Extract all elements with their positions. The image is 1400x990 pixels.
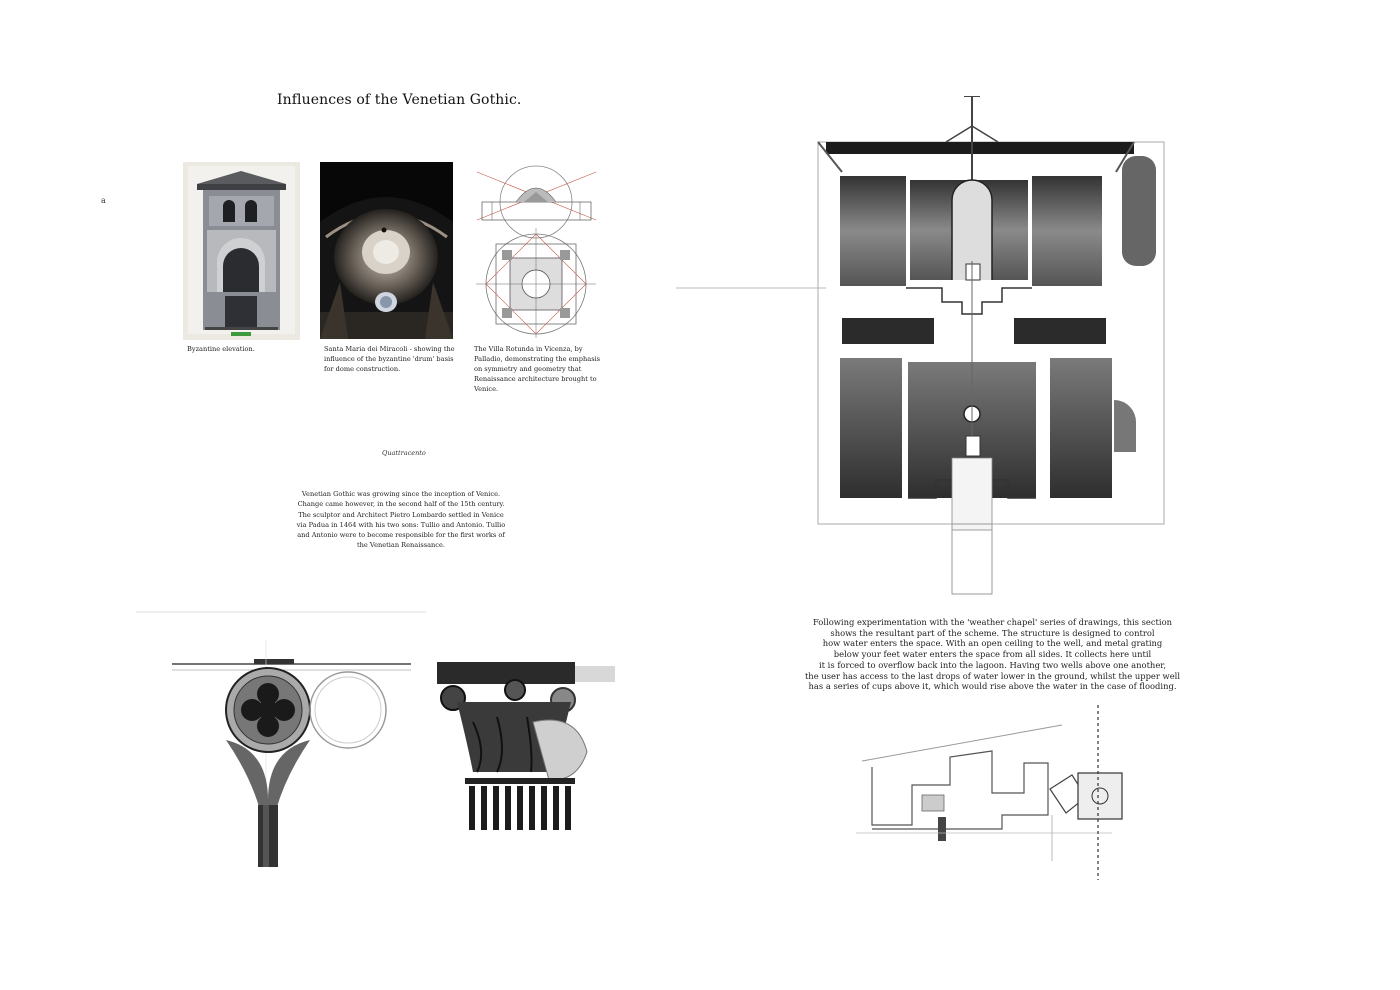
figure-caption-byzantine: Byzantine elevation. <box>187 345 255 353</box>
description-line: how water enters the space. With an open ceiling to the well, and metal grating <box>822 638 1163 649</box>
figure-caption-santa-maria: Santa Maria dei Miracoli - showing the influence of the byzantine 'drum' basis for dome construction. <box>324 345 455 373</box>
page-marker: a <box>101 196 106 205</box>
figure-caption-villa-rotunda: The Villa Rotunda in Vicenza, by Palladio, demonstrating the emphasis on symmetry and geometry that Renaissance architecture brought to Venice. <box>474 345 601 393</box>
description-line: it is forced to overflow back into the lagoon. Having two wells above one another, <box>818 659 1167 670</box>
description-line: has a series of cups above it, which would rise above the water in the case of flooding. <box>808 681 1177 692</box>
description-line: the user has access to the last drops of water lower in the ground, whilst the upper well <box>804 670 1181 681</box>
corinthian-capital-drawing <box>437 662 637 834</box>
section-body: Venetian Gothic was growing since the inception of Venice. Change came however, in the second half of the 15th century. The sculptor and Architect Pietro Lombardo settled in Venice via Padua in 1464 with his two sons: Tullio and Antonio. Tullio and Antonio were to become responsible for the first works of the Venetian Renaissance. <box>296 490 506 550</box>
description-line: Following experimentation with the 'weather chapel' series of drawings, this section <box>812 617 1173 627</box>
section-description <box>795 617 1190 692</box>
section-heading: Quattracento <box>382 449 426 457</box>
page-title: Influences of the Venetian Gothic. <box>277 92 522 108</box>
weather-chapel-section-drawing <box>676 96 1168 596</box>
quatrefoil-arch-drawing <box>136 600 426 872</box>
byzantine-elevation-image <box>183 162 300 340</box>
description-line: below your feet water enters the space from all sides. It collects here until <box>833 649 1152 660</box>
description-line: shows the resultant part of the scheme. The structure is designed to control <box>830 627 1155 638</box>
villa-rotunda-diagram <box>472 162 601 340</box>
santa-maria-dome-image <box>320 162 453 339</box>
site-plan-drawing <box>852 705 1172 895</box>
